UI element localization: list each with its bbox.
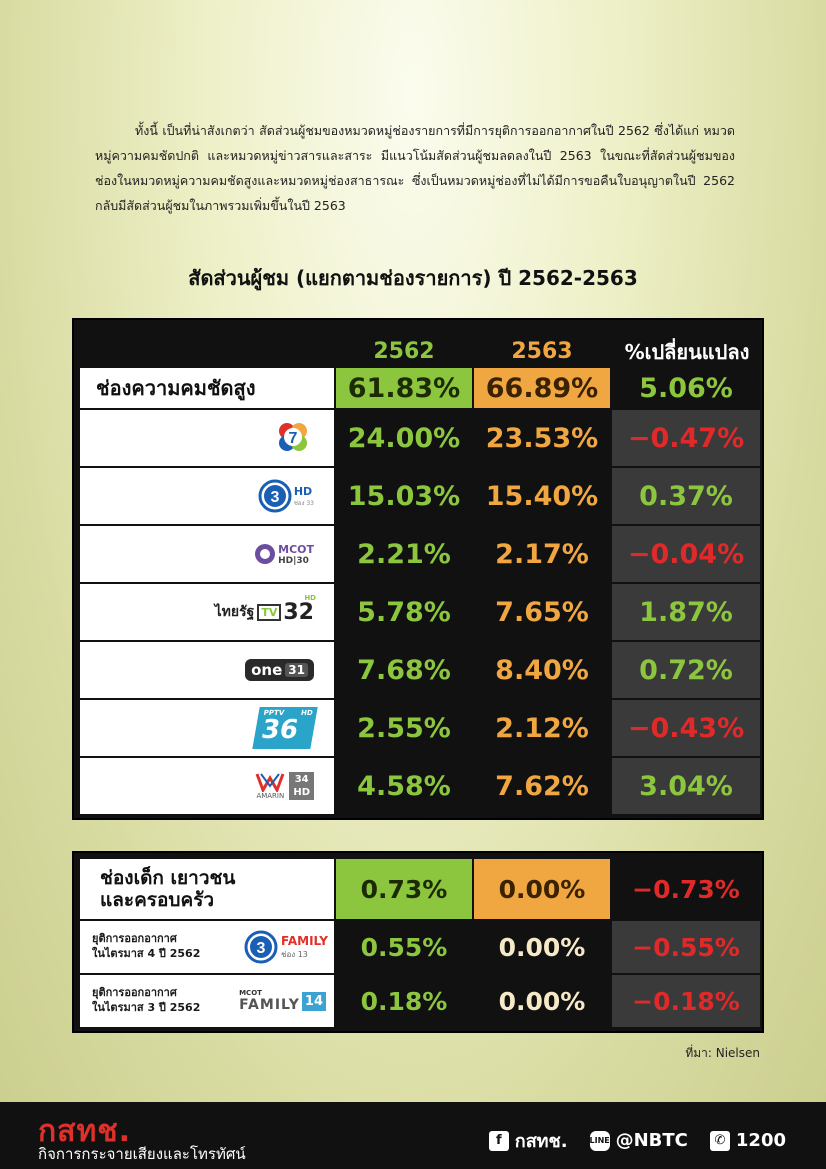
line-contact[interactable]: [590, 1130, 688, 1151]
svg-text:3: 3: [270, 489, 280, 506]
svg-text:3: 3: [256, 940, 266, 957]
svg-text:7: 7: [288, 430, 298, 447]
value-2562: 2.21%: [357, 538, 451, 570]
facebook-contact[interactable]: [489, 1126, 568, 1155]
value-change: 3.04%: [612, 758, 760, 814]
value-2562: 2.55%: [357, 712, 451, 744]
ch3-family-logo: [228, 929, 328, 965]
ch3family-text: FAMILY: [281, 933, 328, 948]
value-2562: 24.00%: [347, 422, 461, 454]
kids-channels-table: [72, 851, 764, 1033]
value-change: 1.87%: [612, 584, 760, 640]
hd-total-2563: 66.89%: [474, 368, 610, 408]
row-note-line2: ในไตรมาส 4 ปี 2562: [92, 947, 201, 960]
hd-channels-table: [72, 318, 764, 820]
channel-logo-cell: [80, 700, 334, 756]
mcotfamily-num: 14: [302, 992, 326, 1011]
row-note-line1: ยุติการออกอากาศ: [92, 932, 177, 945]
intro-text: ทั้งนี้ เป็นที่น่าสังเกตว่า สัดส่วนผู้ชมของหมวดหมู่ช่องรายการที่มีการยุติการออกอากาศในปี 2562 ซึ่งได้แก่ หมวดหมู่ความคมชัดปกติ และหมวดหมู่ข่าวสารและสาระ มีแนวโน้มสัดส่วนผู้ชมลดลงในปี 2563 ในขณะที่สัดส่วนผู้ชมของช่องในหมวดหมู่ความคมชัดสูงและหมวดหมู่ช่องสาธารณะ ซึ่งเป็นหมวดหมู่ช่องที่ไม่ได้มีการขอคืนใบอนุญาตในปี 2562 กลับมีสัดส่วนผู้ชมในภาพรวมเพิ่มขึ้นในปี 2563: [95, 123, 735, 213]
channel-logo-cell: [80, 758, 334, 814]
category-text: ช่องความคมชัดสูง: [96, 376, 256, 400]
channel-logo-cell: [80, 526, 334, 582]
mcot-family14-logo: [234, 985, 326, 1017]
value-2562: 4.58%: [357, 770, 451, 802]
kids-r2-change: −0.18%: [612, 975, 760, 1027]
value-change: 0.72%: [612, 642, 760, 698]
page-title: สัดส่วนผู้ชม (แยกตามช่องรายการ) ปี 2562-2563: [188, 266, 638, 290]
kids-r1-2563: 0.00%: [498, 932, 586, 962]
kids-r1-change: −0.55%: [612, 921, 760, 973]
phone-contact[interactable]: [710, 1130, 786, 1151]
kids-r1-2562: 0.55%: [360, 932, 448, 962]
value-change: −0.47%: [612, 410, 760, 466]
brand-logo: กสทช.: [38, 1114, 132, 1149]
value-change: 0.37%: [612, 468, 760, 524]
line-label: @NBTC: [615, 1130, 688, 1151]
thairath-tv32-logo: ไทยรัฐ TV 32 HD: [214, 593, 316, 625]
footer-bar: [0, 1102, 826, 1169]
value-2563: 2.17%: [495, 538, 589, 570]
source-note: ที่มา: Nielsen: [685, 1046, 760, 1060]
value-2563: 15.40%: [485, 480, 599, 512]
row-note-line1: ยุติการออกอากาศ: [92, 986, 177, 999]
kids-row-label: [80, 921, 334, 973]
facebook-icon: f: [489, 1131, 509, 1151]
ch3family-sub: ช่อง 13: [281, 949, 308, 959]
value-2562: 15.03%: [347, 480, 461, 512]
kids-r2-2563: 0.00%: [498, 986, 586, 1016]
line-icon: LINE: [590, 1131, 610, 1151]
intro-paragraph: [95, 118, 735, 218]
kids-r2-2562: 0.18%: [360, 986, 448, 1016]
value-2563: 2.12%: [495, 712, 589, 744]
value-2563: 8.40%: [495, 654, 589, 686]
one31-logo: one 31: [174, 648, 314, 692]
category-line1: ช่องเด็ก เยาวชน: [100, 867, 236, 889]
value-2562: 5.78%: [357, 596, 451, 628]
ch7-icon: [274, 418, 314, 458]
category-label-hd: [80, 368, 334, 408]
ch3-hd-logo: 3 HD ช่อง 33: [174, 474, 314, 518]
channel-logo-cell: [80, 584, 334, 640]
value-2563: 7.62%: [495, 770, 589, 802]
phone-icon: ✆: [710, 1131, 730, 1151]
kids-total-2562: 0.73%: [336, 859, 472, 919]
mcotfamily-text: FAMILY: [239, 997, 300, 1013]
value-2562: 7.68%: [357, 654, 451, 686]
value-2563: 23.53%: [485, 422, 599, 454]
mcotfamily-top: MCOT: [239, 989, 262, 997]
value-change: −0.43%: [612, 700, 760, 756]
channel-logo-cell: [80, 642, 334, 698]
header-2563: 2563: [511, 339, 573, 364]
mcot-hd30-logo: MCOT HD|30: [174, 532, 314, 576]
brand-subtitle: กิจการกระจายเสียงและโทรทัศน์: [38, 1145, 246, 1163]
value-2563: 7.65%: [495, 596, 589, 628]
row-note-line2: ในไตรมาส 3 ปี 2562: [92, 1001, 201, 1014]
facebook-label: กสทช.: [514, 1131, 568, 1152]
pptv-hd36-logo: PPTV HD 36: [174, 706, 314, 750]
category-label-kids: [80, 859, 334, 919]
phone-label: 1200: [735, 1130, 786, 1151]
amarin-34hd-logo: AMARIN 34 HD: [174, 764, 314, 808]
ch7-hd-logo: [174, 416, 314, 460]
kids-total-2563: 0.00%: [474, 859, 610, 919]
channel-logo-cell: [80, 468, 334, 524]
category-line2: และครอบครัว: [100, 889, 215, 911]
header-2562: 2562: [373, 339, 435, 364]
hd-total-2562: 61.83%: [336, 368, 472, 408]
value-change: −0.04%: [612, 526, 760, 582]
kids-total-change: −0.73%: [632, 874, 740, 904]
channel-logo-cell: [80, 410, 334, 466]
header-change: %เปลี่ยนแปลง: [624, 340, 750, 364]
kids-row-label: [80, 975, 334, 1027]
contact-list: [489, 1126, 786, 1155]
hd-total-change: 5.06%: [612, 368, 760, 408]
